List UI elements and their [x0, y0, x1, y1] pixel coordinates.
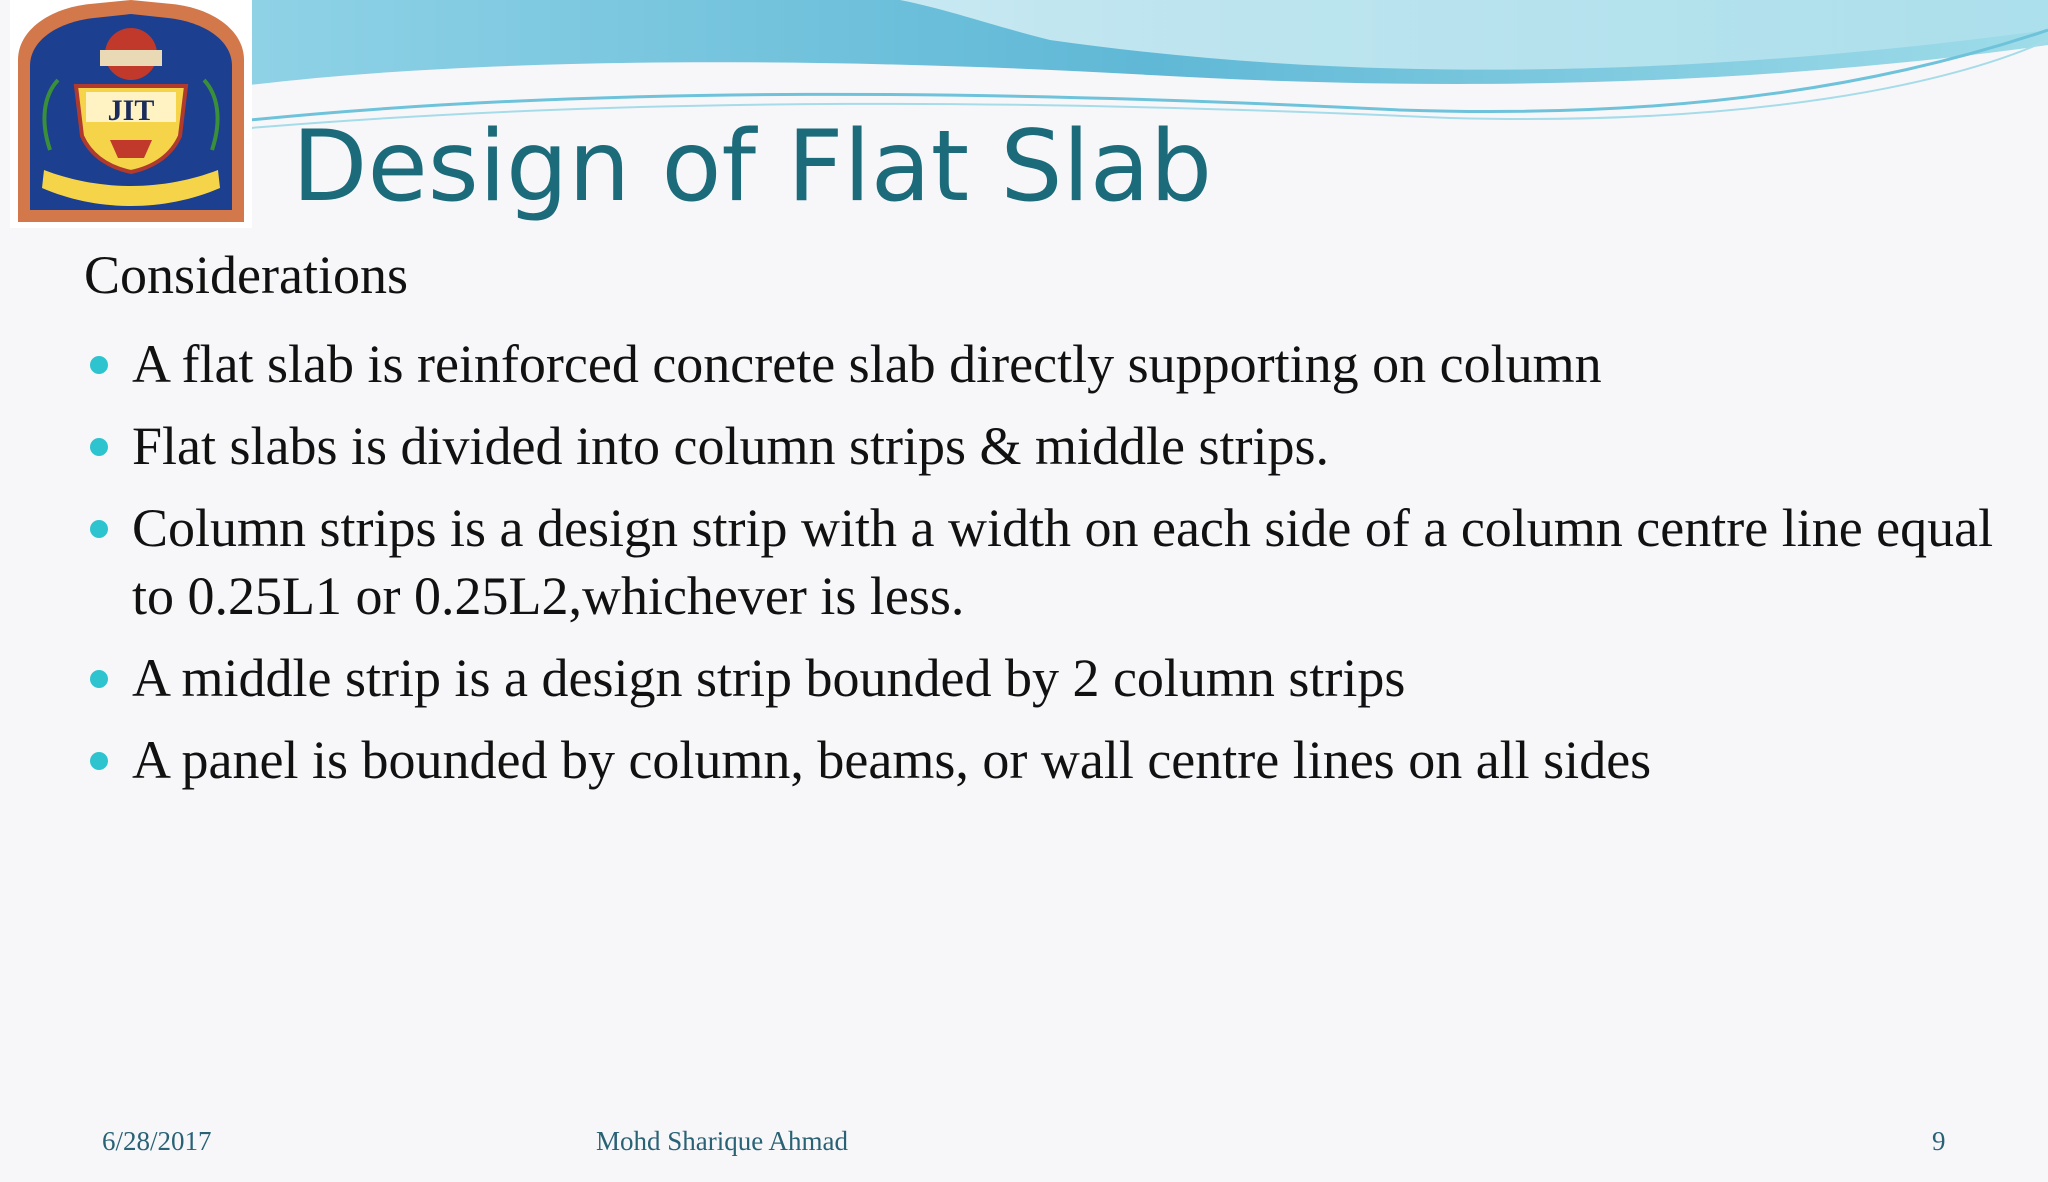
bullet-text: A panel is bounded by column, beams, or wall centre lines on all sides	[132, 730, 1652, 790]
bullet-dot-icon	[90, 356, 108, 374]
bullet-text: A flat slab is reinforced concrete slab directly supporting on column	[132, 334, 1602, 394]
bullet-text: A middle strip is a design strip bounded by 2 column strips	[132, 648, 1406, 708]
bullet-dot-icon	[90, 670, 108, 688]
bullet-item	[84, 330, 2004, 398]
bullet-dot-icon	[90, 438, 108, 456]
bullet-dot-icon	[90, 520, 108, 538]
bullet-list	[84, 330, 2004, 808]
footer-page-number: 9	[1932, 1126, 1946, 1156]
bullet-item	[84, 494, 2004, 630]
logo-text: JIT	[107, 94, 155, 127]
slide-title: Design of Flat Slab	[292, 110, 1213, 224]
bullet-text: Column strips is a design strip with a width on each side of a column centre line equal to 0.25L1 or 0.25L2,whichever is less.	[132, 498, 1994, 626]
bullet-text: Flat slabs is divided into column strips & middle strips.	[132, 416, 1329, 476]
footer-author: Mohd Sharique Ahmad	[596, 1126, 848, 1156]
considerations-heading: Considerations	[84, 245, 408, 305]
bullet-dot-icon	[90, 752, 108, 770]
college-crest-logo	[10, 0, 252, 228]
bullet-item	[84, 412, 2004, 480]
footer-date: 6/28/2017	[102, 1126, 212, 1156]
bullet-item	[84, 726, 2004, 794]
bullet-item	[84, 644, 2004, 712]
